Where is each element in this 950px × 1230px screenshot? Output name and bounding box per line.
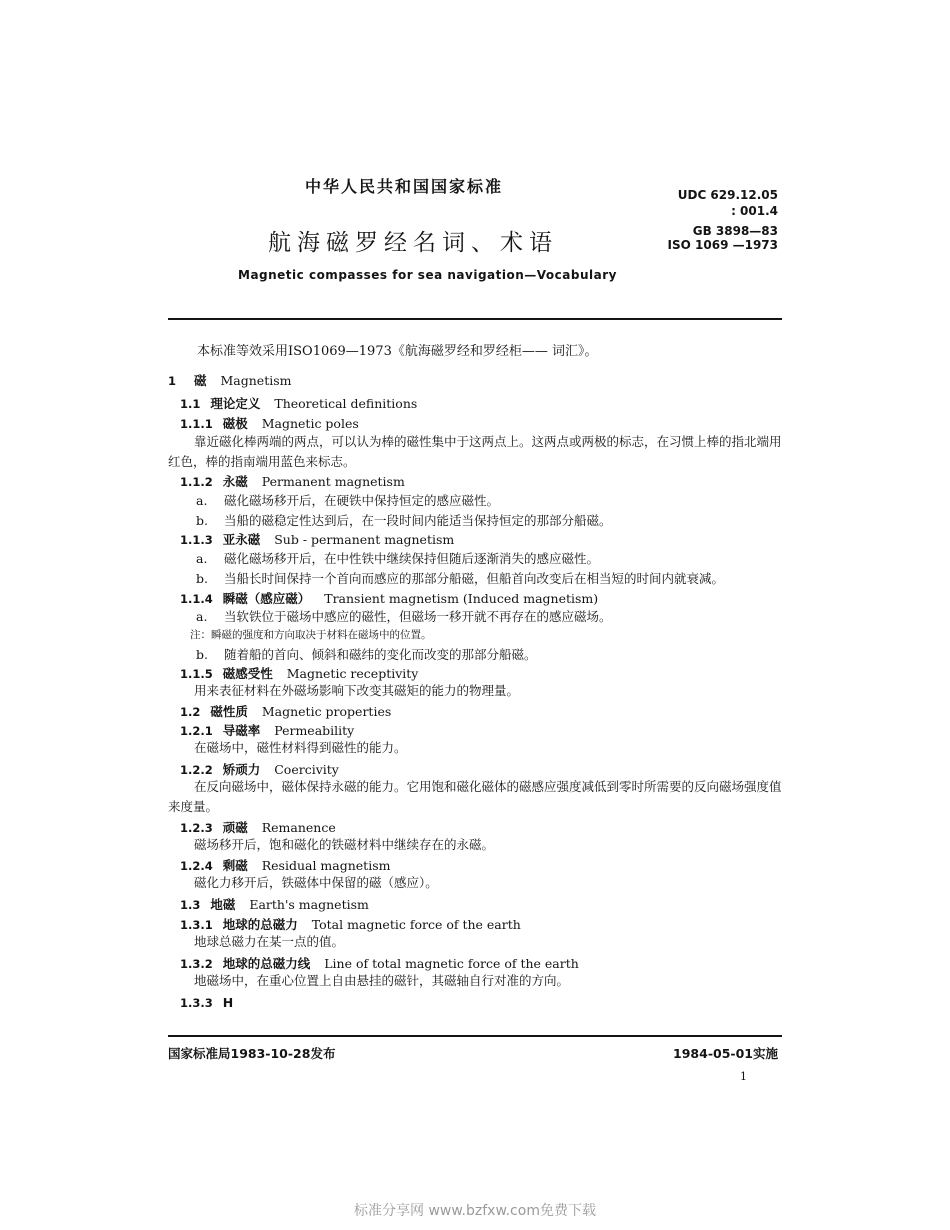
entry-1-2-4 xyxy=(168,856,794,874)
entry-term-zh: 地磁 xyxy=(210,897,236,912)
entry-term-zh: H xyxy=(222,995,234,1010)
entry-term-zh: 地球的总磁力 xyxy=(222,917,298,932)
page-number: 1 xyxy=(740,1070,747,1083)
item-text: 磁化磁场移开后，在中性铁中继续保持但随后逐渐消失的感应磁性。 xyxy=(224,551,600,566)
entry-1-1-1 xyxy=(168,414,794,432)
entry-term-en: Residual magnetism xyxy=(261,858,391,873)
entry-number: 1.1 xyxy=(180,397,201,411)
entry-number: 1.2.2 xyxy=(180,763,213,777)
udc-line-2: : 001.4 xyxy=(731,204,778,218)
entry-term-zh: 永磁 xyxy=(222,474,248,489)
entry-term-en: Magnetic poles xyxy=(261,416,359,431)
header-rule xyxy=(168,318,782,320)
entry-1-2 xyxy=(168,702,794,720)
entry-number: 1.3 xyxy=(180,898,201,912)
entry-term-zh: 顽磁 xyxy=(222,820,248,835)
entry-term-zh: 磁 xyxy=(194,373,207,388)
definition-text: 地磁场中，在重心位置上自由悬挂的磁针，其磁轴自行对准的方向。 xyxy=(194,973,570,988)
intro-statement: 本标准等效采用ISO1069—1973《航海磁罗经和罗经柜—— 词汇》。 xyxy=(197,344,598,359)
entry-term-zh: 剩磁 xyxy=(222,858,248,873)
definition-text: 在反向磁场中，磁体保持永磁的能力。它用饱和磁化磁体的磁感应强度减低到零时所需要的反向磁场强度值来度量。 xyxy=(168,779,782,814)
gb-code: GB 3898—83 xyxy=(692,224,778,238)
entry-number: 1.2.3 xyxy=(180,821,213,835)
standard-codes xyxy=(666,224,778,252)
item-text: 随着船的首向、倾斜和磁纬的变化而改变的那部分船磁。 xyxy=(224,647,537,662)
definition-text: 靠近磁化棒两端的两点，可以认为棒的磁性集中于这两点上。这两点或两极的标志，在习惯上棒的指北端用红色，棒的指南端用蓝色来标志。 xyxy=(168,434,782,469)
entry-1-2-2 xyxy=(168,760,794,778)
iso-code: ISO 1069 —1973 xyxy=(667,238,778,252)
entry-term-zh: 矫顽力 xyxy=(222,762,261,777)
entry-1-1-2 xyxy=(168,472,794,490)
entry-term-en: Permanent magnetism xyxy=(261,474,405,489)
entry-number: 1.2.4 xyxy=(180,859,213,873)
item-text: 当船长时间保持一个首向而感应的那部分船磁，但船首向改变后在相当短的时间内就衰减。 xyxy=(224,571,725,586)
entry-term-zh: 导磁率 xyxy=(222,723,261,738)
issue-date: 国家标准局1983-10-28发布 xyxy=(168,1046,336,1061)
entry-term-en: Permeability xyxy=(274,723,355,738)
definition-item-b xyxy=(196,569,724,587)
definition-item-a xyxy=(196,549,599,567)
entry-1-1-3 xyxy=(168,530,794,548)
entry-term-en: Theoretical definitions xyxy=(274,396,418,411)
entry-number: 1.3.1 xyxy=(180,918,213,932)
entry-term-zh: 磁极 xyxy=(222,416,248,431)
document-title-zh: 航海磁罗经名词、术语 xyxy=(268,230,558,256)
entry-term-en: Coercivity xyxy=(274,762,339,777)
item-text: 当软铁位于磁场中感应的磁性，但磁场一移开就不再存在的感应磁场。 xyxy=(224,609,612,624)
definition-text: 磁场移开后，饱和磁化的铁磁材料中继续存在的永磁。 xyxy=(194,837,495,852)
definition-item-b xyxy=(196,645,537,663)
item-text: 当船的磁稳定性达到后，在一段时间内能适当保持恒定的那部分船磁。 xyxy=(224,513,612,528)
entry-term-zh: 磁性质 xyxy=(210,704,248,719)
entry-number: 1.1.3 xyxy=(180,533,213,547)
entry-number: 1.1.2 xyxy=(180,475,213,489)
definition-text: 用来表征材料在外磁场影响下改变其磁矩的能力的物理量。 xyxy=(194,683,520,698)
udc-line-1: UDC 629.12.05 xyxy=(677,188,778,202)
entry-1-1-4 xyxy=(168,589,794,607)
effective-date: 1984-05-01实施 xyxy=(673,1046,778,1061)
entry-number: 1.1.1 xyxy=(180,417,213,431)
entry-term-en: Earth's magnetism xyxy=(249,897,369,912)
entry-1-1 xyxy=(168,394,794,412)
entry-term-zh: 理论定义 xyxy=(210,396,261,411)
entry-1-3-2 xyxy=(168,954,794,972)
entry-1-3-3 xyxy=(168,995,794,1010)
entry-1-2-3 xyxy=(168,818,794,836)
entry-term-en: Remanence xyxy=(261,820,336,835)
entry-term-en: Magnetic receptivity xyxy=(286,666,419,681)
entry-term-en: Total magnetic force of the earth xyxy=(311,917,521,932)
watermark: 标准分享网 www.bzfxw.com免费下载 xyxy=(354,1203,596,1219)
definition-item-a xyxy=(196,607,612,625)
entry-1 xyxy=(168,371,782,389)
entry-term-en: Transient magnetism (Induced magnetism) xyxy=(324,591,599,606)
definition-text: 地球总磁力在某一点的值。 xyxy=(194,934,345,949)
entry-1-3 xyxy=(168,895,794,913)
item-label: b. xyxy=(196,513,208,528)
udc-code xyxy=(666,187,778,219)
definition-item-b xyxy=(196,511,612,529)
entry-number: 1.1.4 xyxy=(180,592,213,606)
definition-item-a xyxy=(196,491,499,509)
entry-number: 1.3.2 xyxy=(180,957,213,971)
item-label: b. xyxy=(196,571,208,586)
item-label: a. xyxy=(196,551,208,566)
entry-number: 1.1.5 xyxy=(180,667,213,681)
entry-number: 1.3.3 xyxy=(180,996,213,1010)
item-label: a. xyxy=(196,609,208,624)
note-text: 注：瞬磁的强度和方向取决于材料在磁场中的位置。 xyxy=(190,629,432,641)
entry-number: 1.2.1 xyxy=(180,724,213,738)
entry-term-zh: 亚永磁 xyxy=(222,532,261,547)
document-title-en: Magnetic compasses for sea navigation—Vocabulary xyxy=(238,268,617,282)
footer-rule xyxy=(168,1035,782,1037)
entry-term-zh: 地球的总磁力线 xyxy=(222,956,311,971)
entry-1-2-1 xyxy=(168,721,794,739)
entry-term-en: Line of total magnetic force of the earth xyxy=(324,956,579,971)
definition-text: 在磁场中，磁性材料得到磁性的能力。 xyxy=(194,740,407,755)
entry-term-en: Magnetic properties xyxy=(261,704,392,719)
item-label: b. xyxy=(196,647,208,662)
entry-term-en: Sub - permanent magnetism xyxy=(274,532,455,547)
definition-text: 磁化力移开后，铁磁体中保留的磁（感应）。 xyxy=(194,875,438,890)
entry-term-zh: 磁感受性 xyxy=(222,666,273,681)
country-standard-heading: 中华人民共和国国家标准 xyxy=(305,177,504,196)
entry-1-3-1 xyxy=(168,915,794,933)
entry-1-1-5 xyxy=(168,664,794,682)
entry-term-zh: 瞬磁（感应磁） xyxy=(222,591,311,606)
entry-number: 1.2 xyxy=(180,705,201,719)
item-text: 磁化磁场移开后，在硬铁中保持恒定的感应磁性。 xyxy=(224,493,500,508)
entry-number: 1 xyxy=(168,374,177,388)
item-label: a. xyxy=(196,493,208,508)
entry-term-en: Magnetism xyxy=(220,373,292,388)
